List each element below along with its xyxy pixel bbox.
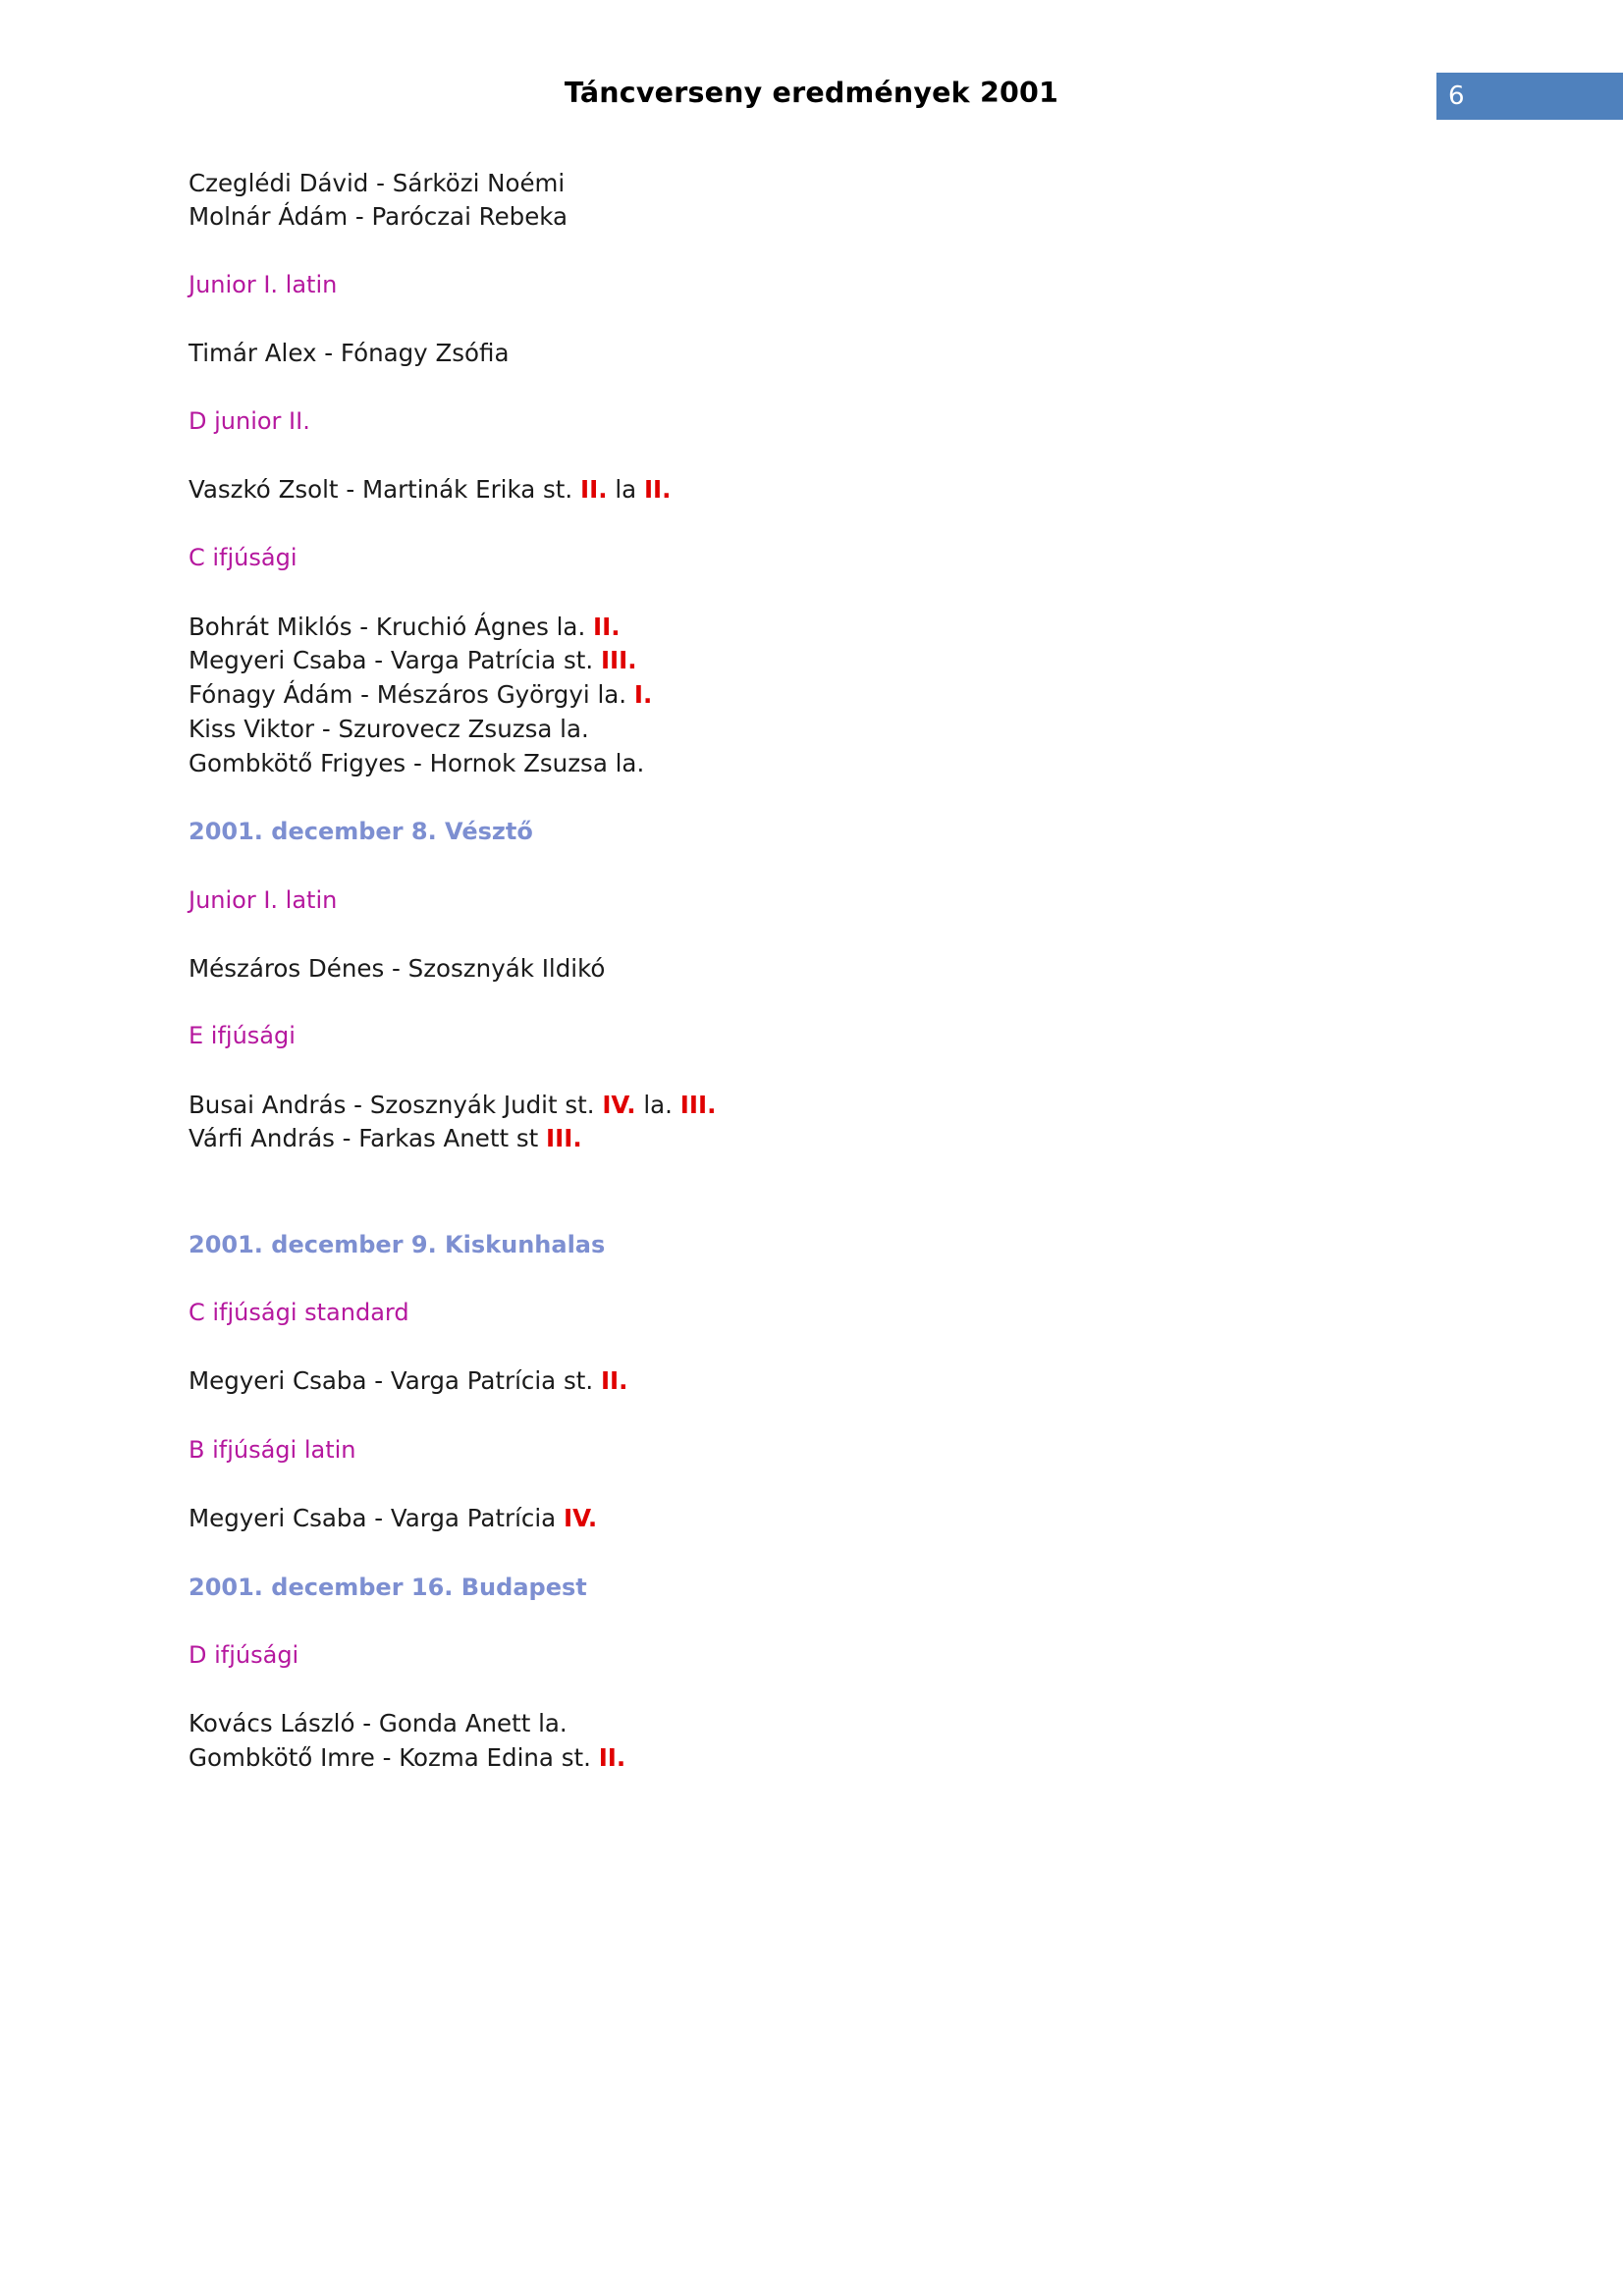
document-body bbox=[189, 167, 1486, 1776]
block-spacer bbox=[189, 1672, 1486, 1707]
couple-row: Molnár Ádám - Paróczai Rebeka bbox=[189, 201, 568, 231]
block-spacer bbox=[189, 1053, 1486, 1089]
placement-badge: III. bbox=[600, 646, 637, 675]
category-label: E ifjúsági bbox=[189, 1022, 296, 1050]
couple-list bbox=[189, 1707, 1486, 1776]
couple-names: Fónagy Ádám - Mészáros Györgyi la. bbox=[189, 680, 634, 710]
couple-names: Kovács László - Gonda Anett la. bbox=[189, 1709, 568, 1738]
couple-list bbox=[189, 337, 1486, 370]
block-spacer bbox=[189, 1261, 1486, 1297]
block-spacer bbox=[189, 1399, 1486, 1434]
category-label: D ifjúsági bbox=[189, 1641, 299, 1670]
couple-names: Kiss Viktor - Szurovecz Zsuzsa la. bbox=[189, 714, 589, 743]
event-date-heading bbox=[189, 1572, 1486, 1604]
block-spacer bbox=[189, 438, 1486, 473]
couple-names-tail: la bbox=[607, 474, 644, 504]
category-heading bbox=[189, 542, 1486, 574]
couple-row: Mészáros Dénes - Szosznyák Ildikó bbox=[189, 953, 606, 983]
block-spacer bbox=[189, 849, 1486, 884]
placement-badge: III. bbox=[546, 1124, 582, 1153]
category-heading bbox=[189, 269, 1486, 301]
placement-badge: II. bbox=[600, 1366, 628, 1396]
couple-row bbox=[189, 747, 1486, 781]
couple-names: Gombkötő Imre - Kozma Edina st. bbox=[189, 1742, 599, 1772]
placement-badge: II. bbox=[579, 474, 608, 504]
couple-row bbox=[189, 1741, 1486, 1776]
block-spacer bbox=[189, 1467, 1486, 1502]
couple-row bbox=[189, 713, 1486, 747]
block-spacer bbox=[189, 1329, 1486, 1364]
block-spacer bbox=[189, 780, 1486, 816]
placement-badge: I. bbox=[633, 680, 653, 710]
placement-badge: IV. bbox=[564, 1504, 598, 1533]
page-number-badge bbox=[1436, 73, 1623, 120]
category-heading bbox=[189, 1020, 1486, 1052]
couple-row bbox=[189, 1502, 1486, 1536]
placement-badge: III. bbox=[679, 1090, 717, 1119]
event-date-label: 2001. december 16. Budapest bbox=[189, 1573, 587, 1601]
block-spacer bbox=[189, 1536, 1486, 1572]
page-number-label: 6 bbox=[1448, 81, 1465, 111]
block-spacer bbox=[189, 234, 1486, 269]
couple-row bbox=[189, 473, 1486, 507]
event-date-label: 2001. december 9. Kiskunhalas bbox=[189, 1231, 606, 1259]
couple-row bbox=[189, 611, 1486, 645]
couple-list bbox=[189, 473, 1486, 507]
couple-list bbox=[189, 952, 1486, 986]
category-label: C ifjúsági bbox=[189, 544, 298, 572]
page-title: Táncverseny eredmények 2001 bbox=[564, 77, 1059, 109]
placement-badge: II. bbox=[598, 1742, 626, 1772]
couple-row bbox=[189, 1122, 1486, 1156]
placement-badge: IV. bbox=[602, 1090, 636, 1119]
block-spacer bbox=[189, 917, 1486, 952]
placement-badge: II. bbox=[643, 474, 672, 504]
block-spacer bbox=[189, 985, 1486, 1020]
event-date-heading bbox=[189, 816, 1486, 848]
couple-names-tail: la. bbox=[635, 1090, 680, 1119]
category-label: C ifjúsági standard bbox=[189, 1299, 409, 1327]
couple-names: Megyeri Csaba - Varga Patrícia st. bbox=[189, 1366, 601, 1396]
block-spacer bbox=[189, 507, 1486, 542]
couple-row: Timár Alex - Fónagy Zsófia bbox=[189, 338, 510, 367]
block-spacer bbox=[189, 370, 1486, 405]
category-label: Junior I. latin bbox=[189, 270, 338, 298]
category-heading bbox=[189, 1639, 1486, 1672]
couple-list bbox=[189, 1364, 1486, 1399]
couple-row bbox=[189, 1364, 1486, 1399]
couple-list bbox=[189, 1089, 1486, 1157]
couple-row bbox=[189, 1707, 1486, 1741]
couple-row: Czeglédi Dávid - Sárközi Noémi bbox=[189, 169, 566, 197]
block-spacer bbox=[189, 1604, 1486, 1639]
category-label: B ifjúsági latin bbox=[189, 1436, 356, 1465]
category-label: Junior I. latin bbox=[189, 885, 338, 914]
category-heading bbox=[189, 1297, 1486, 1329]
category-label: D junior II. bbox=[189, 406, 310, 435]
couple-list bbox=[189, 167, 1486, 234]
couple-names: Bohrát Miklós - Kruchió Ágnes la. bbox=[189, 612, 594, 641]
couple-names: Megyeri Csaba - Varga Patrícia bbox=[189, 1504, 564, 1533]
couple-list bbox=[189, 1502, 1486, 1536]
event-date-heading bbox=[189, 1229, 1486, 1261]
event-date-label: 2001. december 8. Vésztő bbox=[189, 818, 533, 846]
couple-names: Vaszkó Zsolt - Martinák Erika st. bbox=[189, 474, 580, 504]
block-spacer bbox=[189, 1156, 1486, 1229]
category-heading bbox=[189, 1434, 1486, 1467]
couple-list bbox=[189, 611, 1486, 781]
block-spacer bbox=[189, 575, 1486, 611]
category-heading bbox=[189, 884, 1486, 917]
placement-badge: II. bbox=[593, 612, 621, 641]
couple-row bbox=[189, 678, 1486, 713]
couple-row bbox=[189, 1089, 1486, 1123]
couple-names: Gombkötő Frigyes - Hornok Zsuzsa la. bbox=[189, 748, 645, 777]
couple-row bbox=[189, 644, 1486, 678]
category-heading bbox=[189, 405, 1486, 438]
couple-names: Várfi András - Farkas Anett st bbox=[189, 1124, 547, 1153]
couple-names: Megyeri Csaba - Varga Patrícia st. bbox=[189, 646, 601, 675]
couple-names: Busai András - Szosznyák Judit st. bbox=[189, 1090, 603, 1119]
block-spacer bbox=[189, 301, 1486, 337]
page-header bbox=[0, 0, 1623, 118]
